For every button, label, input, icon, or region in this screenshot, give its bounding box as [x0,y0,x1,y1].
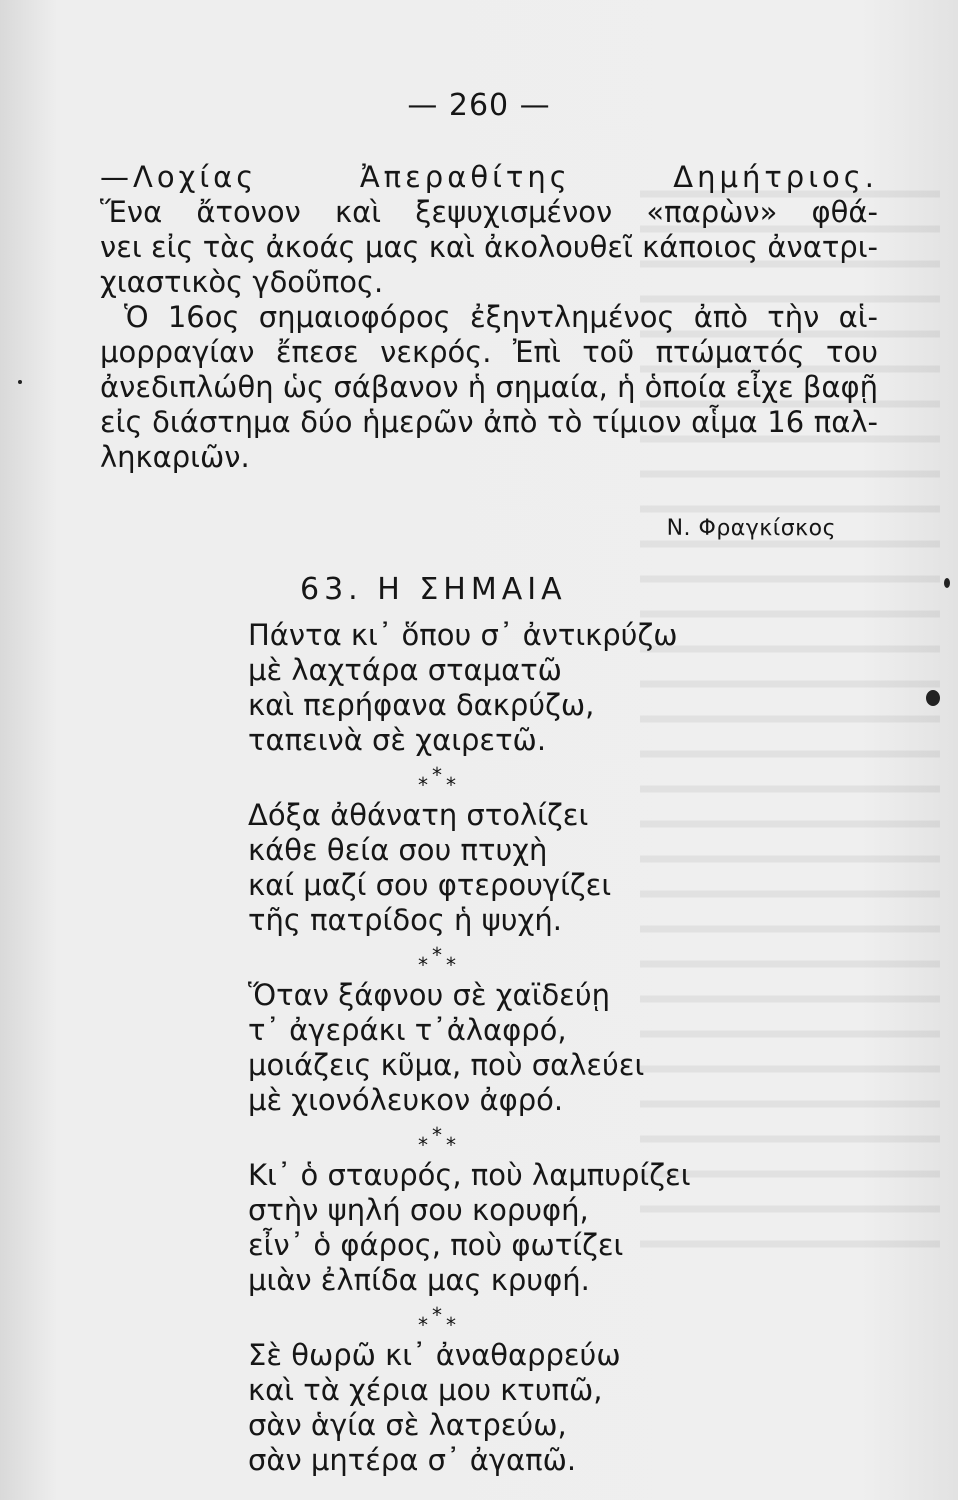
asterism [248,762,768,798]
verse-line: μὲ χιονόλευκον ἀφρό. [248,1083,564,1117]
stanza [248,618,768,758]
prose-block [100,160,878,475]
verse-line: στὴν ψηλή σου κορυφή, [248,1193,589,1227]
prose-line: μορραγίαν ἔπεσε νεκρός. Ἐπὶ τοῦ πτώματός του [100,335,878,369]
poem-title: 63. Η ΣΗΜΑΙΑ [300,572,567,607]
prose-line: νει εἰς τὰς ἀκοάς μας καὶ ἀκολουθεῖ κάποιος ἀνατρι- [100,230,878,264]
verse-line: μιὰν ἐλπίδα μας κρυφή. [248,1263,590,1297]
stanza [248,1338,768,1478]
verse-line: Σὲ θωρῶ κι᾽ ἀναθαρρεύω [248,1338,621,1372]
ink-speck [926,690,940,706]
asterism [248,1302,768,1338]
asterism-star: * [446,953,456,977]
prose-line: —Λοχίας Ἀπεραθίτης Δημήτριος. [100,160,878,194]
prose-line: ἀνεδιπλώθη ὡς σάβανον ἡ σημαία, ἡ ὁποία εἶχε βαφῇ [100,370,879,404]
verse-line: σὰν ἁγία σὲ λατρεύω, [248,1408,567,1442]
poem [248,618,768,1482]
verse-line: μὲ λαχτάρα σταματῶ [248,653,562,687]
verse-line: εἶν᾽ ὁ φάρος, ποὺ φωτίζει [248,1228,624,1262]
verse-line: σὰν μητέρα σ᾽ ἀγαπῶ. [248,1443,577,1477]
prose-line: Ἕνα ἄτονον καὶ ξεψυχισμένον «παρὼν» φθά- [100,195,878,229]
verse-line: καὶ τὰ χέρια μου κτυπῶ, [248,1373,603,1407]
ink-speck [18,380,22,384]
verse-line: καί μαζί σου φτερουγίζει [248,868,612,902]
verse-line: Πάντα κι᾽ ὅπου σ᾽ ἀντικρύζω [248,618,678,652]
asterism [248,942,768,978]
asterism-star: * [432,943,442,967]
verse-line: ταπεινὰ σὲ χαιρετῶ. [248,723,547,757]
verse-line: καὶ περήφανα δακρύζω, [248,688,595,722]
asterism-star: * [418,953,428,977]
asterism-star: * [446,1133,456,1157]
prose-line: χιαστικὸς γδοῦπος. [100,265,384,299]
page-number: — 260 — [407,88,551,123]
asterism-star: * [432,1123,442,1147]
asterism-star: * [432,763,442,787]
verse-line: κάθε θεία σου πτυχὴ [248,833,548,867]
asterism-star: * [418,1313,428,1337]
asterism-star: * [446,1313,456,1337]
prose-line: Ὁ 16ος σημαιοφόρος ἐξηντλημένος ἀπὸ τὴν αἱ- [124,300,878,334]
prose-line: ληκαριῶν. [100,440,250,474]
verse-line: μοιάζεις κῦμα, ποὺ σαλεύει [248,1048,645,1082]
verse-line: τ᾽ ἀγεράκι τ᾽ἀλαφρό, [248,1013,567,1047]
asterism-star: * [418,773,428,797]
verse-line: τῆς πατρίδος ἡ ψυχή. [248,903,562,937]
stanza [248,978,768,1118]
verse-line: Δόξα ἀθάνατη στολίζει [248,798,589,832]
asterism-star: * [432,1303,442,1327]
stanza [248,798,768,938]
verse-line: Ὅταν ξάφνου σὲ χαϊδεύῃ [248,978,611,1012]
ink-speck [944,578,950,588]
author-signature: Ν. Φραγκίσκος [666,516,836,541]
prose-line: εἰς διάστημα δύο ἡμερῶν ἀπὸ τὸ τίμιον αἷμα 16 παλ- [100,405,878,439]
stanza [248,1158,768,1298]
verse-line: Κι᾽ ὁ σταυρός, ποὺ λαμπυρίζει [248,1158,691,1192]
asterism-star: * [446,773,456,797]
asterism [248,1122,768,1158]
asterism-star: * [418,1133,428,1157]
